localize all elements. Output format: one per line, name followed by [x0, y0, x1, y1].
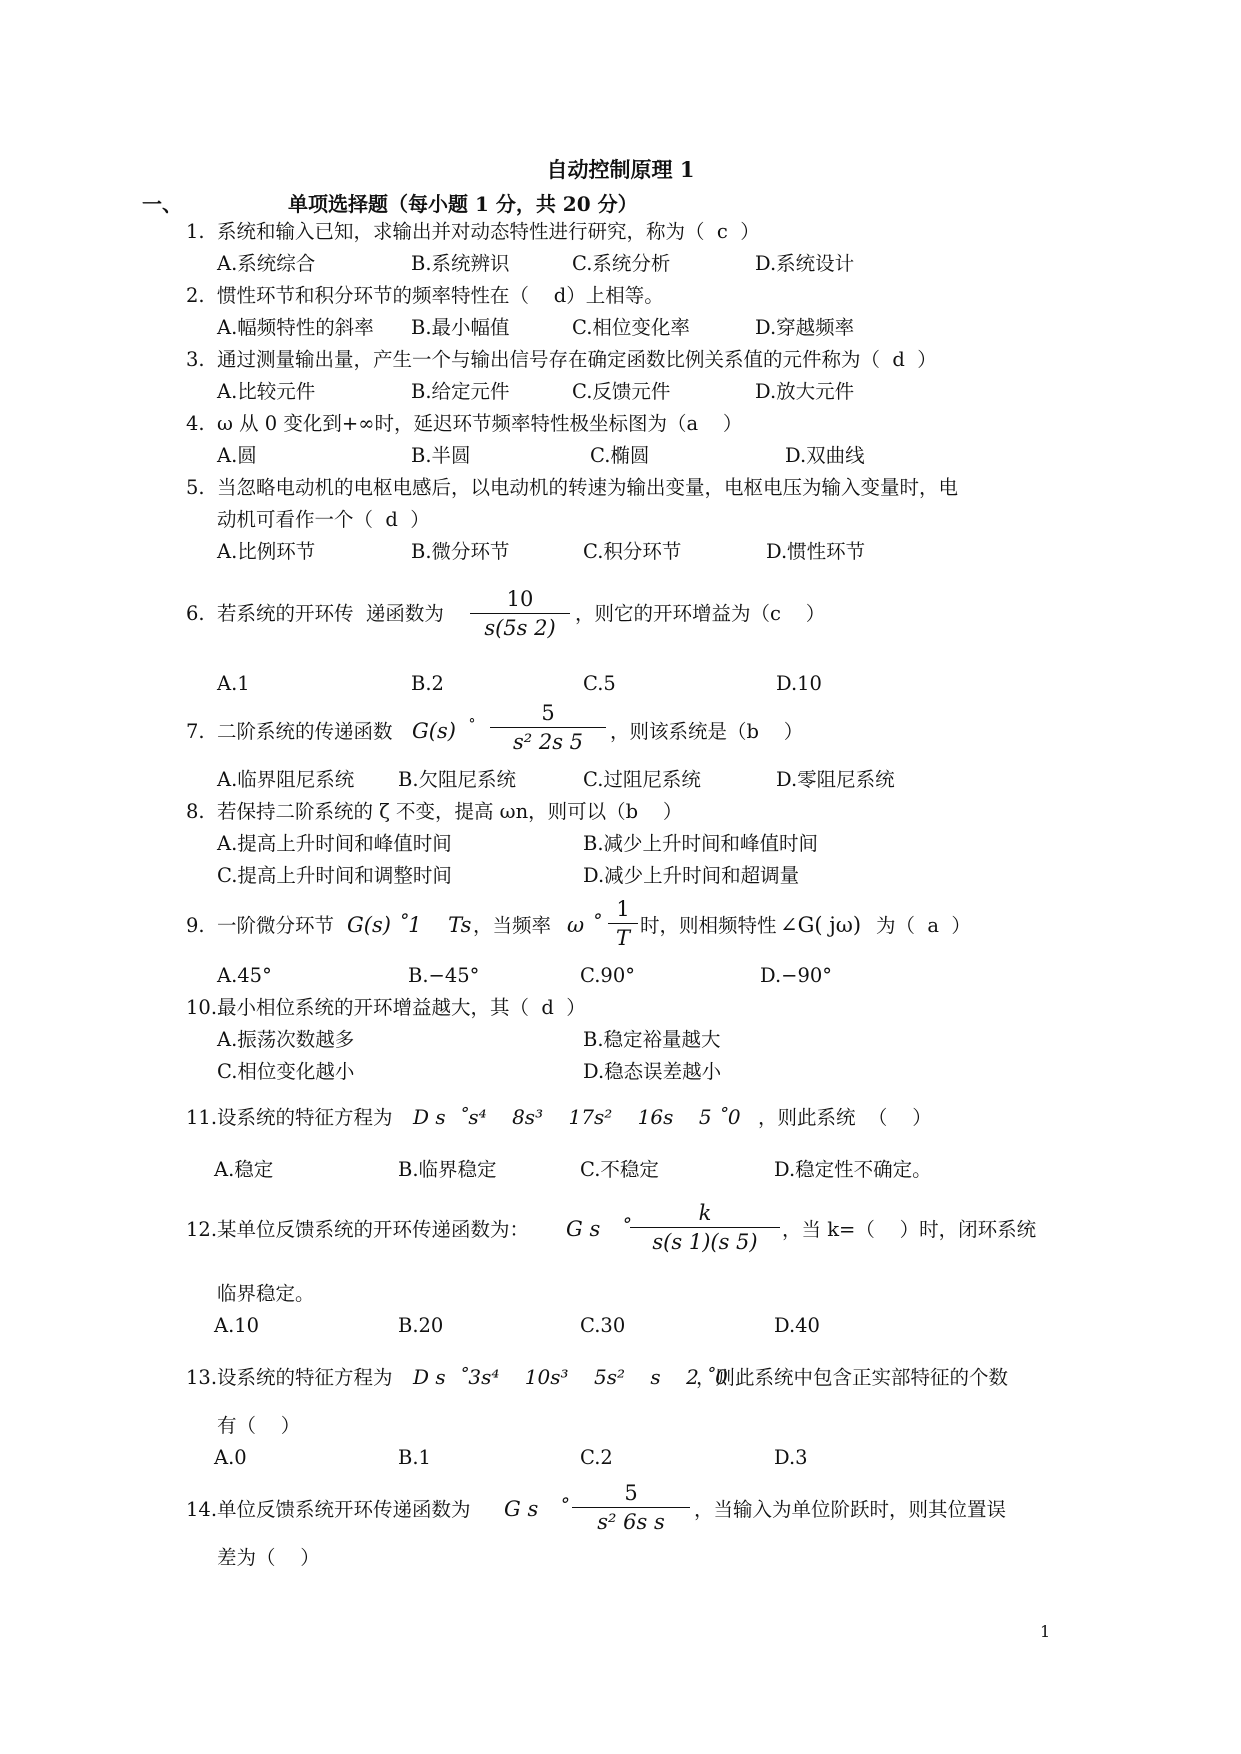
- question-2: 2. 惯性环节和积分环节的频率特性在（ d）上相等。: [186, 284, 664, 307]
- q14-tail: ，当输入为单位阶跃时，则其位置误: [694, 1498, 1007, 1521]
- question-9: 9. 一阶微分环节: [186, 914, 335, 937]
- q3-option-c: C.反馈元件: [572, 380, 671, 403]
- question-4: 4. ω 从 0 变化到+∞时，延迟环节频率特性极坐标图为（a ）: [186, 412, 743, 435]
- q10-option-c: C.相位变化越小: [217, 1060, 355, 1083]
- page-number: 1: [1040, 1622, 1051, 1641]
- question-13: 13.设系统的特征方程为: [186, 1366, 393, 1389]
- q7-option-c: C.过阻尼系统: [583, 768, 701, 791]
- q5-option-b: B.微分环节: [411, 540, 510, 563]
- q14-denominator: s² 6s s: [597, 1510, 665, 1534]
- q12-numerator: k: [698, 1201, 712, 1225]
- q13-option-b: B.1: [398, 1446, 431, 1469]
- q2-option-a: A.幅频特性的斜率: [217, 316, 374, 339]
- q1-option-d: D.系统设计: [755, 252, 855, 275]
- q4-option-c: C.椭圆: [590, 444, 650, 467]
- q3-option-d: D.放大元件: [755, 380, 855, 403]
- q6-transfer-fraction: [470, 586, 570, 641]
- q7-transfer-fraction: [490, 700, 606, 755]
- q9-frequency-fraction: [608, 896, 638, 951]
- document-title: 自动控制原理 1: [546, 157, 695, 182]
- question-5-continued: 动机可看作一个（ d ）: [217, 508, 430, 531]
- q7-equals-glyph: ˚: [468, 717, 476, 736]
- q1-option-b: B.系统辨识: [411, 252, 510, 275]
- section-title: 单项选择题（每小题 1 分，共 20 分）: [288, 192, 638, 216]
- q9-tail: 时，则相频特性: [640, 914, 777, 937]
- q9-gs: G(s) ˚1 Ts: [347, 913, 472, 937]
- q6-option-b: B.2: [411, 672, 444, 695]
- q9-denominator: T: [615, 926, 630, 950]
- q14-numerator: 5: [624, 1481, 638, 1505]
- q6-option-a: A.1: [217, 672, 250, 695]
- q12-tail: ，当 k=（ ）时，闭环系统: [782, 1218, 1037, 1241]
- question-10: 10.最小相位系统的开环增益越大，其（ d ）: [186, 996, 586, 1019]
- question-5: 5. 当忽略电动机的电枢电感后，以电动机的转速为输出变量，电枢电压为输入变量时，电: [186, 476, 959, 499]
- question-12: 12.某单位反馈系统的开环传递函数为：: [186, 1218, 530, 1241]
- q2-option-d: D.穿越频率: [755, 316, 855, 339]
- q9-numerator: 1: [616, 897, 630, 921]
- q8-option-d: D.减少上升时间和超调量: [583, 864, 800, 887]
- q12-option-b: B.20: [398, 1314, 444, 1337]
- q7-fraction-bar: [490, 727, 606, 728]
- q6-fraction-bar: [470, 613, 570, 614]
- q6-denominator: s(5s 2): [484, 616, 556, 640]
- q12-transfer-fraction: [630, 1200, 780, 1255]
- q14-transfer-fraction: [572, 1480, 690, 1535]
- q9-mid: ，当频率: [473, 914, 552, 937]
- q8-option-c: C.提高上升时间和调整时间: [217, 864, 452, 887]
- q12-denominator: s(s 1)(s 5): [652, 1230, 758, 1254]
- q7-denominator: s² 2s 5: [512, 730, 584, 754]
- question-8: 8. 若保持二阶系统的 ζ 不变，提高 ωn，则可以（b ）: [186, 800, 683, 823]
- question-14: 14.单位反馈系统开环传递函数为: [186, 1498, 471, 1521]
- q2-option-b: B.最小幅值: [411, 316, 510, 339]
- q11-option-d: D.稳定性不确定。: [774, 1158, 932, 1181]
- section-number: 一、: [142, 192, 182, 216]
- q11-tail: ，则此系统 （ ）: [758, 1106, 932, 1129]
- q1-option-a: A.系统综合: [217, 252, 316, 275]
- q1-option-c: C.系统分析: [572, 252, 671, 275]
- q11-option-b: B.临界稳定: [398, 1158, 497, 1181]
- q6-numerator: 10: [506, 587, 534, 611]
- q9-option-c: C.90°: [580, 964, 635, 987]
- q7-numerator: 5: [541, 701, 555, 725]
- q4-option-b: B.半圆: [411, 444, 471, 467]
- q11-option-c: C.不稳定: [580, 1158, 659, 1181]
- question-7: 7. 二阶系统的传递函数: [186, 720, 393, 743]
- q13-option-a: A.0: [214, 1446, 247, 1469]
- q4-option-a: A.圆: [217, 444, 257, 467]
- question-14-continued: 差为（ ）: [217, 1546, 320, 1569]
- q9-phase: ∠G( jω): [780, 913, 862, 937]
- q9-fraction-bar: [608, 923, 638, 924]
- question-3: 3. 通过测量输出量，产生一个与输出信号存在确定函数比例关系值的元件称为（ d ）: [186, 348, 937, 371]
- q9-tail2: 为（ a ）: [876, 914, 971, 937]
- q12-option-c: C.30: [580, 1314, 626, 1337]
- q5-option-c: C.积分环节: [583, 540, 682, 563]
- q13-tail: ，则此系统中包含正实部特征的个数: [696, 1366, 1009, 1389]
- q7-gs: G(s): [412, 719, 456, 743]
- q9-option-b: B.−45°: [408, 964, 480, 987]
- q2-option-c: C.相位变化率: [572, 316, 690, 339]
- q8-option-a: A.提高上升时间和峰值时间: [217, 832, 452, 855]
- q6-option-c: C.5: [583, 672, 616, 695]
- q4-option-d: D.双曲线: [785, 444, 865, 467]
- question-6: 6. 若系统的开环传 递函数为: [186, 602, 444, 625]
- q3-option-b: B.给定元件: [411, 380, 510, 403]
- q5-option-d: D.惯性环节: [766, 540, 866, 563]
- q9-option-a: A.45°: [217, 964, 272, 987]
- q7-option-d: D.零阻尼系统: [776, 768, 895, 791]
- q9-omega: ω ˚: [567, 913, 602, 937]
- q14-gs: G s ˚: [504, 1497, 569, 1521]
- q10-option-d: D.稳态误差越小: [583, 1060, 722, 1083]
- q7-tail: ，则该系统是（b ）: [610, 720, 804, 743]
- question-11: 11.设系统的特征方程为: [186, 1106, 393, 1129]
- question-1: 1. 系统和输入已知，求输出并对动态特性进行研究，称为（ c ）: [186, 220, 760, 243]
- q13-option-d: D.3: [774, 1446, 808, 1469]
- q6-option-d: D.10: [776, 672, 822, 695]
- q12-option-d: D.40: [774, 1314, 820, 1337]
- q9-option-d: D.−90°: [760, 964, 833, 987]
- q12-gs: G s ˚: [566, 1217, 631, 1241]
- q5-option-a: A.比例环节: [217, 540, 316, 563]
- q13-option-c: C.2: [580, 1446, 613, 1469]
- question-13-continued: 有（ ）: [217, 1414, 301, 1437]
- q12-fraction-bar: [630, 1227, 780, 1228]
- q14-fraction-bar: [572, 1507, 690, 1508]
- q3-option-a: A.比较元件: [217, 380, 316, 403]
- q7-option-b: B.欠阻尼系统: [398, 768, 517, 791]
- q10-option-a: A.振荡次数越多: [217, 1028, 355, 1051]
- q10-option-b: B.稳定裕量越大: [583, 1028, 721, 1051]
- q8-option-b: B.减少上升时间和峰值时间: [583, 832, 819, 855]
- q6-tail: ，则它的开环增益为（c ）: [575, 602, 826, 625]
- q11-equation: D s ˚s⁴ 8s³ 17s² 16s 5 ˚0: [413, 1105, 741, 1129]
- q12-option-a: A.10: [214, 1314, 260, 1337]
- question-12-continued: 临界稳定。: [217, 1282, 315, 1305]
- q7-option-a: A.临界阻尼系统: [217, 768, 355, 791]
- q13-equation: D s ˚3s⁴ 10s³ 5s² s 2 ˚0: [413, 1365, 728, 1389]
- q11-option-a: A.稳定: [214, 1158, 274, 1181]
